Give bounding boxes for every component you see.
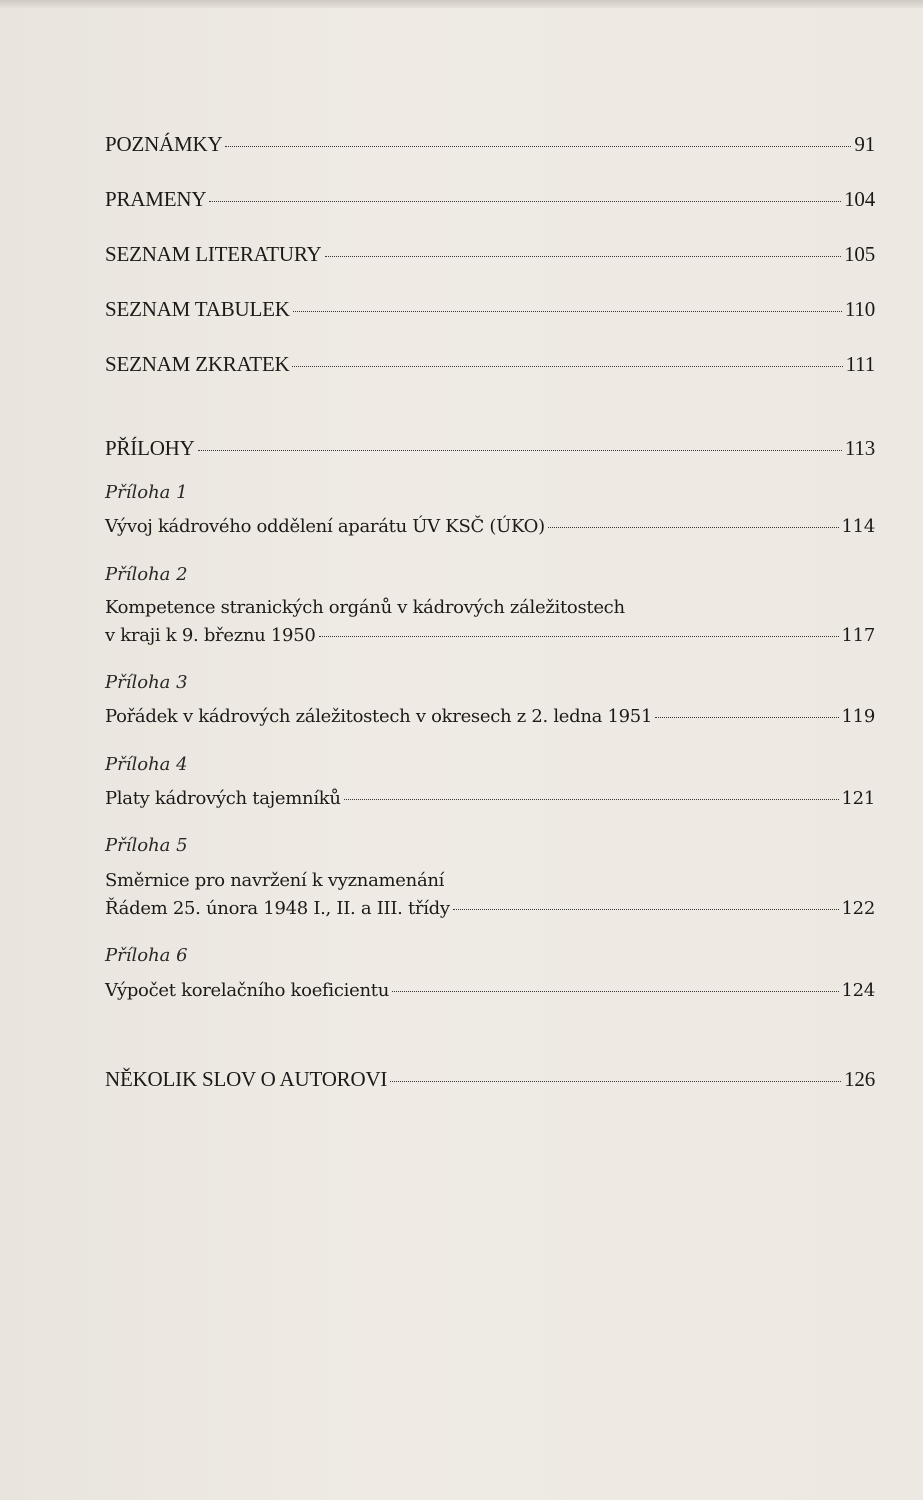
dot-leader (225, 146, 851, 147)
toc-entry-nekolik-slov[interactable] (105, 1066, 875, 1092)
dot-leader (453, 909, 839, 910)
toc-entry-appendix-2[interactable] (105, 595, 875, 647)
appendix-label: Příloha 5 (105, 835, 188, 856)
toc-entry-title-line2: Řádem 25. února 1948 I., II. a III. třídy (105, 898, 450, 919)
toc-entry-prilohy[interactable] (105, 435, 875, 461)
toc-entry-title-line2-row (105, 623, 875, 649)
toc-entry-title: SEZNAM LITERATURY (105, 242, 322, 266)
dot-leader (392, 991, 839, 992)
toc-entry-title: NĚKOLIK SLOV O AUTOROVI (105, 1067, 388, 1091)
toc-entry-title: Vývoj kádrového oddělení aparátu ÚV KSČ (ÚKO) (105, 516, 545, 537)
toc-entry-page: 117 (841, 625, 875, 646)
dot-leader (390, 1081, 841, 1082)
toc-entry-page: 121 (841, 788, 875, 809)
toc-entry-seznam-literatury[interactable] (105, 241, 875, 267)
toc-entry-title-line2-row (105, 896, 875, 922)
dot-leader (209, 201, 841, 202)
dot-leader (548, 527, 839, 528)
toc-entry-page: 122 (841, 898, 875, 919)
appendix-label: Příloha 3 (105, 672, 188, 693)
toc-entry-title: PRAMENY (105, 187, 207, 211)
toc-entry-title-line1: Kompetence stranických orgánů v kádrových záležitostech (105, 597, 625, 618)
toc-entry-page: 113 (844, 436, 875, 460)
toc-entry-page: 119 (841, 706, 875, 727)
appendix-label: Příloha 2 (105, 564, 188, 585)
dot-leader (198, 450, 842, 451)
toc-entry-title-line1: Směrnice pro navržení k vyznamenání (105, 870, 445, 891)
toc-entry-title: Výpočet korelačního koeficientu (105, 980, 389, 1001)
toc-entry-title-line2: v kraji k 9. březnu 1950 (105, 625, 316, 646)
toc-entry-appendix-6[interactable] (105, 978, 875, 1004)
appendix-label: Příloha 6 (105, 945, 188, 966)
dot-leader (655, 717, 838, 718)
toc-entry-page: 91 (854, 132, 875, 156)
toc-entry-page: 110 (844, 297, 875, 321)
toc-entry-prameny[interactable] (105, 186, 875, 212)
dot-leader (319, 636, 839, 637)
toc-entry-title: SEZNAM ZKRATEK (105, 352, 290, 376)
appendix-label: Příloha 4 (105, 754, 188, 775)
toc-entry-page: 126 (844, 1067, 875, 1091)
toc-entry-title: POZNÁMKY (105, 132, 223, 156)
appendix-label: Příloha 1 (105, 482, 188, 503)
toc-entry-poznamky[interactable] (105, 131, 875, 157)
toc-entry-page: 104 (844, 187, 875, 211)
toc-entry-page: 114 (841, 516, 875, 537)
toc-entry-page: 105 (844, 242, 875, 266)
toc-entry-appendix-1[interactable] (105, 514, 875, 540)
table-of-contents (105, 0, 875, 1500)
toc-entry-seznam-tabulek[interactable] (105, 296, 875, 322)
toc-entry-page: 111 (845, 352, 875, 376)
dot-leader (292, 366, 842, 367)
dot-leader (293, 311, 842, 312)
toc-entry-title: Platy kádrových tajemníků (105, 788, 341, 809)
toc-entry-page: 124 (841, 980, 875, 1001)
toc-entry-appendix-4[interactable] (105, 786, 875, 812)
toc-entry-title: Pořádek v kádrových záležitostech v okresech z 2. ledna 1951 (105, 706, 653, 727)
toc-entry-title: PŘÍLOHY (105, 436, 195, 460)
toc-entry-appendix-3[interactable] (105, 704, 875, 730)
toc-entry-title: SEZNAM TABULEK (105, 297, 290, 321)
dot-leader (325, 256, 842, 257)
dot-leader (344, 799, 839, 800)
toc-entry-seznam-zkratek[interactable] (105, 351, 875, 377)
toc-entry-appendix-5[interactable] (105, 868, 875, 920)
